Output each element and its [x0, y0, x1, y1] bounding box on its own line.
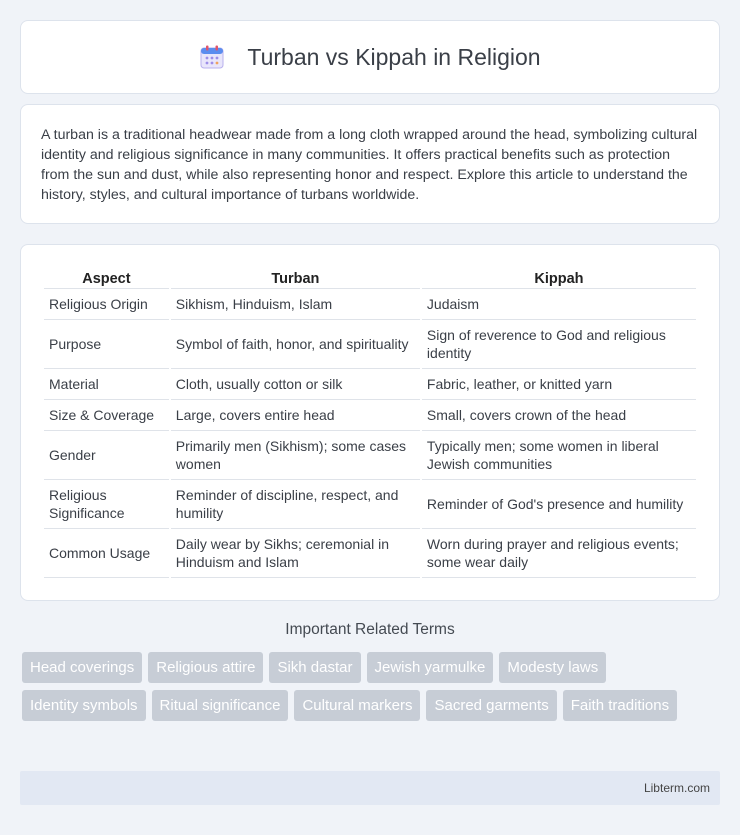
- header-card: [20, 20, 720, 94]
- table-cell: Size & Coverage: [44, 400, 169, 431]
- table-cell: Primarily men (Sikhism); some cases women: [171, 431, 420, 480]
- table-cell: Sign of reverence to God and religious identity: [422, 320, 696, 369]
- comparison-table: [42, 265, 698, 578]
- table-row: [44, 400, 696, 431]
- table-cell: Purpose: [44, 320, 169, 369]
- related-terms-title: Important Related Terms: [285, 621, 455, 638]
- table-row: [44, 289, 696, 320]
- table-cell: Sikhism, Hinduism, Islam: [171, 289, 420, 320]
- term-tag[interactable]: Modesty laws: [499, 652, 606, 683]
- column-header: Aspect: [44, 265, 169, 289]
- table-cell: Small, covers crown of the head: [422, 400, 696, 431]
- term-tag[interactable]: Sacred garments: [426, 690, 556, 721]
- page-title: Turban vs Kippah in Religion: [247, 43, 541, 70]
- footer: [20, 771, 720, 805]
- table-row: [44, 431, 696, 480]
- term-tag[interactable]: Ritual significance: [152, 690, 289, 721]
- intro-card: [20, 104, 720, 224]
- table-cell: Reminder of God's presence and humility: [422, 480, 696, 529]
- table-cell: Large, covers entire head: [171, 400, 420, 431]
- comparison-card: [20, 244, 720, 601]
- table-cell: Daily wear by Sikhs; ceremonial in Hinduism and Islam: [171, 529, 420, 578]
- calendar-icon: [199, 44, 225, 70]
- table-row: [44, 529, 696, 578]
- table-row: [44, 480, 696, 529]
- column-header: Turban: [171, 265, 420, 289]
- table-cell: Cloth, usually cotton or silk: [171, 369, 420, 400]
- table-cell: Reminder of discipline, respect, and humility: [171, 480, 420, 529]
- table-header-row: [44, 265, 696, 289]
- term-tag[interactable]: Religious attire: [148, 652, 263, 683]
- related-terms-list: [22, 652, 722, 721]
- table-row: [44, 369, 696, 400]
- term-tag[interactable]: Cultural markers: [294, 690, 420, 721]
- term-tag[interactable]: Jewish yarmulke: [367, 652, 494, 683]
- table-cell: Religious Origin: [44, 289, 169, 320]
- intro-text: A turban is a traditional headwear made from a long cloth wrapped around the head, symbolizing cultural identity and religious significance in many communities. It offers practical benefits such as protection from the sun and dust, while also representing honor and respect. Explore this article to understand the history, styles, and cultural importance of turbans worldwide.: [41, 127, 698, 203]
- table-cell: Fabric, leather, or knitted yarn: [422, 369, 696, 400]
- table-cell: Judaism: [422, 289, 696, 320]
- footer-site-link[interactable]: Libterm.com: [643, 781, 710, 795]
- term-tag[interactable]: Faith traditions: [563, 690, 677, 721]
- table-cell: Worn during prayer and religious events; some wear daily: [422, 529, 696, 578]
- table-cell: Gender: [44, 431, 169, 480]
- table-row: [44, 320, 696, 369]
- term-tag[interactable]: Sikh dastar: [269, 652, 360, 683]
- table-cell: Religious Significance: [44, 480, 169, 529]
- term-tag[interactable]: Identity symbols: [22, 690, 146, 721]
- term-tag[interactable]: Head coverings: [22, 652, 142, 683]
- table-cell: Typically men; some women in liberal Jewish communities: [422, 431, 696, 480]
- column-header: Kippah: [422, 265, 696, 289]
- table-cell: Material: [44, 369, 169, 400]
- table-cell: Symbol of faith, honor, and spirituality: [171, 320, 420, 369]
- table-cell: Common Usage: [44, 529, 169, 578]
